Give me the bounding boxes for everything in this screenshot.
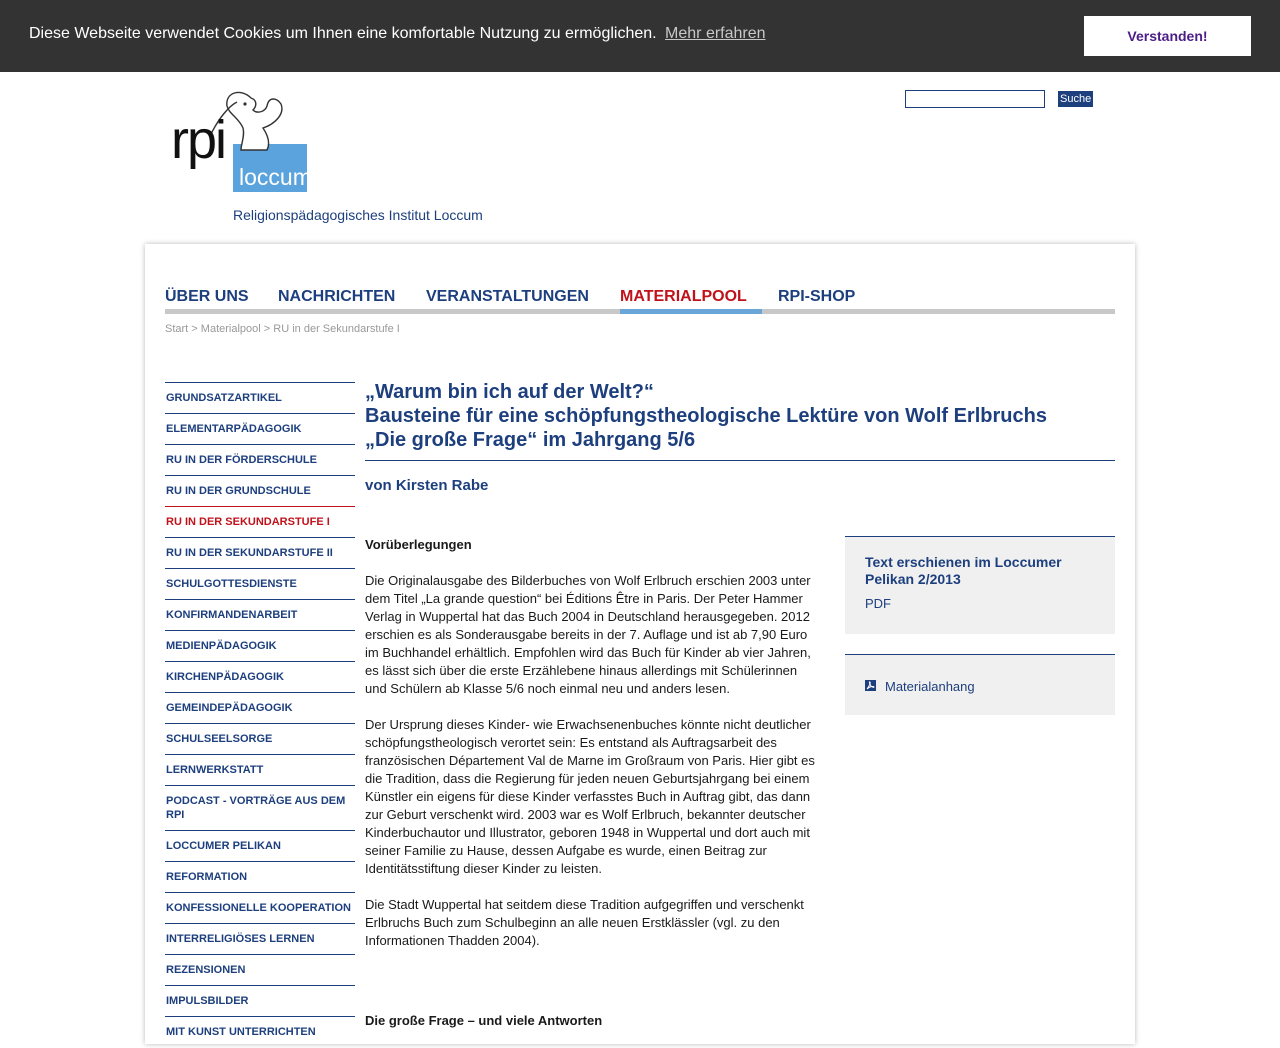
article-author: von Kirsten Rabe bbox=[365, 477, 489, 494]
sidebar-item-medienpaedagogik[interactable]: MEDIENPÄDAGOGIK bbox=[165, 630, 355, 661]
institute-name: Religionspädagogisches Institut Loccum bbox=[233, 207, 483, 223]
logo-rpi-text: rpi bbox=[171, 110, 226, 170]
breadcrumb-separator: > bbox=[263, 323, 271, 335]
logo-loccum-text: loccum bbox=[239, 164, 311, 190]
paragraph: Die Originalausgabe des Bilderbuches von Wolf Erlbruch erschien 2003 unter dem Titel „La grande question“ bei Éditions Être in Paris. Der Peter Hammer Verlag in Wuppertal hat das Buch 2004 in Deutschland herausgegeben. 2012 erschien es als Sonderausgabe bereits in der 7. Auflage und ist ab 7,90 Euro im Buchhandel erhältlich. Empfohlen wird das Buch für Kinder ab vier Jahren, es lässt sich über die erste Erzählebene hinaus allerdings mit Schülerinnen und Schülern ab Klasse 5/6 noch einmal neu und anders lesen. bbox=[365, 573, 811, 696]
article-title-line-3: „Die große Frage“ im Jahrgang 5/6 bbox=[365, 429, 696, 451]
sidebar-item-impulsbilder[interactable]: IMPULSBILDER bbox=[165, 985, 355, 1016]
cookie-message-text: Diese Webseite verwendet Cookies um Ihnen eine komfortable Nutzung zu ermöglichen. bbox=[29, 25, 657, 42]
attachment-link[interactable]: Materialanhang bbox=[885, 679, 975, 694]
sidebar-item-schulseelsorge[interactable]: SCHULSEELSORGE bbox=[165, 723, 355, 754]
cookie-banner bbox=[0, 0, 1280, 72]
nav-item-veranstaltungen[interactable]: VERANSTALTUNGEN bbox=[426, 288, 589, 305]
search-input[interactable] bbox=[905, 90, 1045, 108]
publication-info-title: Text erschienen im Loccumer Pelikan 2/2013 bbox=[865, 554, 1062, 587]
sidebar-item-podcast[interactable]: PODCAST - VORTRÄGE AUS DEM RPI bbox=[165, 785, 355, 830]
sidebar-item-rezensionen[interactable]: REZENSIONEN bbox=[165, 954, 355, 985]
rpi-loccum-logo[interactable] bbox=[171, 88, 311, 196]
breadcrumb-start[interactable]: Start bbox=[165, 323, 189, 335]
sidebar-item-reformation[interactable]: REFORMATION bbox=[165, 861, 355, 892]
sidebar-item-mit-kunst-unterrichten[interactable]: MIT KUNST UNTERRICHTEN bbox=[165, 1016, 355, 1047]
cookie-more-link[interactable]: Mehr erfahren bbox=[665, 25, 766, 42]
article-title-line-2: Bausteine für eine schöpfungstheologische Lektüre von Wolf Erlbruchs bbox=[365, 405, 1047, 427]
sidebar-item-kirchenpaedagogik[interactable]: KIRCHENPÄDAGOGIK bbox=[165, 661, 355, 692]
cookie-message bbox=[29, 25, 766, 43]
section-heading: Vorüberlegungen bbox=[365, 537, 472, 552]
breadcrumb bbox=[165, 323, 400, 335]
sidebar-item-konfessionelle-kooperation[interactable]: KONFESSIONELLE KOOPERATION bbox=[165, 892, 355, 923]
sidebar-item-sekundarstufe-2[interactable]: RU IN DER SEKUNDARSTUFE II bbox=[165, 537, 355, 568]
sidebar-item-lernwerkstatt[interactable]: LERNWERKSTATT bbox=[165, 754, 355, 785]
sidebar-item-elementarpaedagogik[interactable]: ELEMENTARPÄDAGOGIK bbox=[165, 413, 355, 444]
sidebar-item-sekundarstufe-1[interactable]: RU IN DER SEKUNDARSTUFE I bbox=[165, 506, 355, 537]
article-title bbox=[365, 380, 1115, 452]
section-heading: Die große Frage – und viele Antworten bbox=[365, 1013, 603, 1028]
breadcrumb-separator: > bbox=[191, 323, 198, 335]
sidebar-item-gemeindepaedagogik[interactable]: GEMEINDEPÄDAGOGIK bbox=[165, 692, 355, 723]
title-divider bbox=[365, 460, 1115, 461]
cookie-accept-button[interactable]: Verstanden! bbox=[1084, 16, 1251, 56]
nav-active-indicator bbox=[620, 309, 762, 314]
attachment-box bbox=[845, 654, 1115, 715]
pelican-logo-icon bbox=[171, 88, 311, 196]
nav-item-rpi-shop[interactable]: RPI-SHOP bbox=[778, 288, 856, 305]
breadcrumb-current[interactable]: RU in der Sekundarstufe I bbox=[273, 323, 400, 335]
sidebar-item-schulgottesdienste[interactable]: SCHULGOTTESDIENSTE bbox=[165, 568, 355, 599]
sidebar-item-loccumer-pelikan[interactable]: LOCCUMER PELIKAN bbox=[165, 830, 355, 861]
nav-item-nachrichten[interactable]: NACHRICHTEN bbox=[278, 288, 396, 305]
nav-item-materialpool[interactable]: MATERIALPOOL bbox=[620, 288, 747, 305]
publication-info-box bbox=[845, 536, 1115, 634]
sidebar-item-konfirmandenarbeit[interactable]: KONFIRMANDENARBEIT bbox=[165, 599, 355, 630]
sidebar-item-interreligioeses-lernen[interactable]: INTERRELIGIÖSES LERNEN bbox=[165, 923, 355, 954]
breadcrumb-materialpool[interactable]: Materialpool bbox=[200, 323, 261, 335]
article-body bbox=[365, 536, 820, 1048]
paragraph: Die Stadt Wuppertal hat seitdem diese Tradition aufgegriffen und verschenkt Erlbruchs Buch zum Schulbeginn an alle neuen Erstklässler (vgl. zu den Informationen Thadden 2004). bbox=[365, 897, 804, 948]
main-navigation bbox=[165, 288, 1115, 314]
spacer bbox=[365, 968, 820, 986]
pdf-icon bbox=[865, 680, 876, 691]
sidebar-item-foerderschule[interactable]: RU IN DER FÖRDERSCHULE bbox=[165, 444, 355, 475]
paragraph: Der Ursprung dieses Kinder- wie Erwachsenenbuches könnte nicht deutlicher schöpfungstheologisch verortet sein: Es entstand als Auftragsarbeit des französischen Département Val de Marne im Großraum von Paris. Hier gibt es die Tradition, dass die Regierung für jeden neuen Geburtsjahrgang bei einem Künstler ein eigens für diese Kinder verfasstes Buch in Auftrag gibt, das dann zur Geburt verschenkt wird. 2003 war es Wolf Erlbruch, bekannter deutscher Kinderbuchautor und Illustrator, geboren 1948 in Wuppertal und dort auch mit seiner Familie zu Hause, dessen Aufgabe es wurde, einen Beitrag zur Identitätsstiftung dieser Kinder zu leisten. bbox=[365, 717, 815, 876]
pdf-link[interactable]: PDF bbox=[865, 596, 891, 611]
nav-item-ueber-uns[interactable]: ÜBER UNS bbox=[165, 288, 249, 305]
article-title-line-1: „Warum bin ich auf der Welt?“ bbox=[365, 381, 654, 403]
search-button[interactable]: Suche bbox=[1060, 93, 1092, 105]
sidebar-item-grundschule[interactable]: RU IN DER GRUNDSCHULE bbox=[165, 475, 355, 506]
sidebar-item-grundsatzartikel[interactable]: GRUNDSATZARTIKEL bbox=[165, 382, 355, 413]
sidebar-menu bbox=[165, 382, 355, 1047]
